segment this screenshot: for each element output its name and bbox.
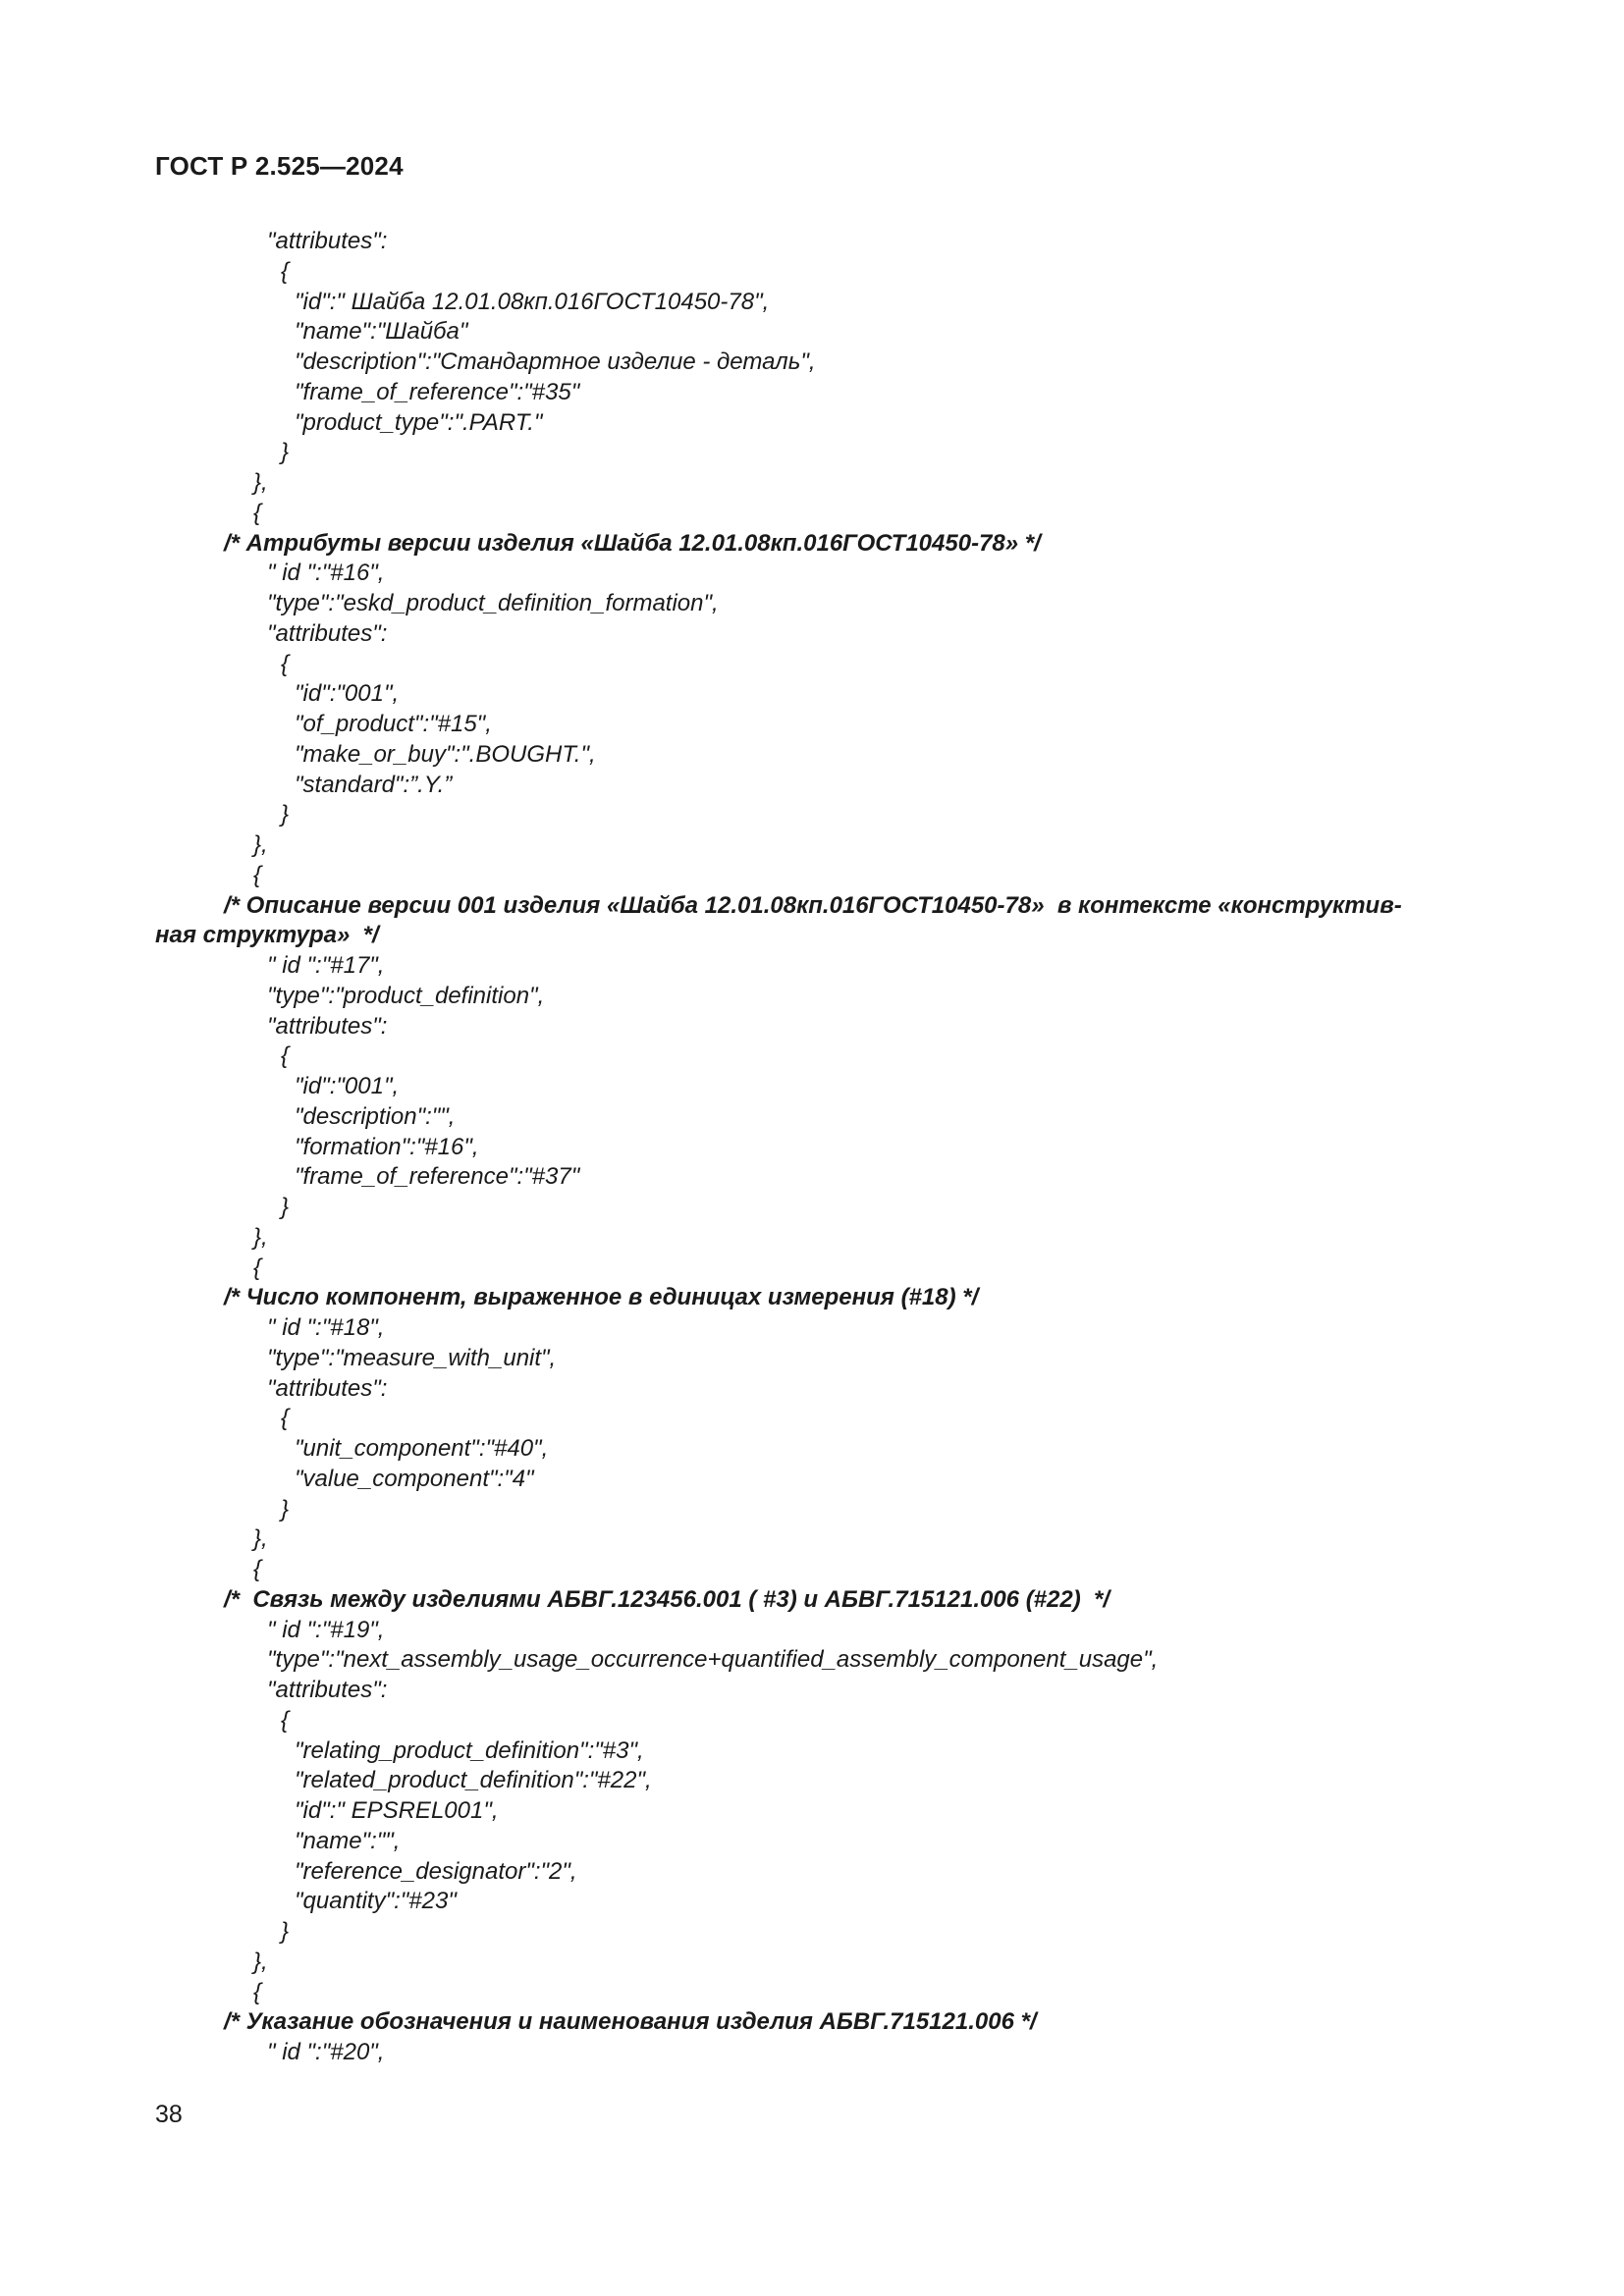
code-line: { (253, 1979, 262, 2005)
code-line: " id ":"#19", (267, 1617, 385, 1643)
code-line: "reference_designator":"2", (295, 1858, 577, 1885)
code-line: { (253, 500, 262, 526)
code-line: { (281, 258, 290, 285)
code-line: } (281, 1918, 290, 1945)
code-line: } (281, 1496, 290, 1522)
code-line: }, (253, 1949, 268, 1975)
code-line: "unit_component":"#40", (295, 1435, 549, 1462)
code-line: { (253, 1556, 262, 1582)
code-line: "name":"Шайба" (295, 318, 468, 345)
code-line: "frame_of_reference":"#35" (295, 379, 580, 405)
page-number: 38 (155, 2101, 183, 2128)
code-line: "type":"measure_with_unit", (267, 1345, 557, 1371)
code-line: } (281, 439, 290, 465)
comment-line: /* Описание версии 001 изделия «Шайба 12.01.08кп.016ГОСТ10450-78» в контексте «конструктив- (224, 892, 1402, 919)
code-line: "name":"", (295, 1828, 401, 1854)
code-line: "product_type":".PART." (295, 409, 543, 436)
code-line: }, (253, 1525, 268, 1552)
code-line: "quantity":"#23" (295, 1888, 457, 1914)
comment-line: /* Указание обозначения и наименования изделия АБВГ.715121.006 */ (224, 2008, 1037, 2035)
code-line: " id ":"#20", (267, 2039, 385, 2065)
code-line: "id":"001", (295, 1073, 400, 1099)
code-line: { (281, 1042, 290, 1069)
code-line: { (253, 862, 262, 888)
code-line: " id ":"#17", (267, 952, 385, 979)
code-line: " id ":"#16", (267, 560, 385, 586)
comment-line: /* Число компонент, выраженное в единицах измерения (#18) */ (224, 1284, 979, 1310)
code-line: } (281, 801, 290, 828)
code-line: }, (253, 831, 268, 858)
code-line: "attributes": (267, 1013, 388, 1040)
code-line: "type":"product_definition", (267, 983, 545, 1009)
code-line: "type":"eskd_product_definition_formation", (267, 590, 719, 616)
code-line: "id":" EPSREL001", (295, 1797, 499, 1824)
code-line: "formation":"#16", (295, 1134, 479, 1160)
code-line: "make_or_buy":".BOUGHT.", (295, 741, 596, 768)
comment-line: /* Атрибуты версии изделия «Шайба 12.01.08кп.016ГОСТ10450-78» */ (224, 530, 1041, 557)
code-line: "attributes": (267, 620, 388, 647)
code-line: "id":" Шайба 12.01.08кп.016ГОСТ10450-78", (295, 289, 770, 315)
code-line: "type":"next_assembly_usage_occurrence+quantified_assembly_component_usage", (267, 1646, 1159, 1673)
code-line: "attributes": (267, 228, 388, 254)
document-header: ГОСТ Р 2.525—2024 (155, 151, 404, 181)
code-line: "standard":”.Y.” (295, 772, 453, 798)
code-line: } (281, 1194, 290, 1220)
code-line: { (281, 1405, 290, 1431)
code-line: "attributes": (267, 1677, 388, 1703)
code-line: "frame_of_reference":"#37" (295, 1163, 580, 1190)
code-line: }, (253, 1224, 268, 1251)
code-line: "of_product":"#15", (295, 711, 492, 737)
code-line: "id":"001", (295, 680, 400, 707)
code-line: }, (253, 469, 268, 496)
code-line: "attributes": (267, 1375, 388, 1402)
code-line: { (281, 651, 290, 677)
code-line: " id ":"#18", (267, 1314, 385, 1341)
comment-line: ная структура» */ (155, 922, 379, 948)
code-line: { (281, 1707, 290, 1734)
code-line: "related_product_definition":"#22", (295, 1767, 652, 1793)
code-line: "relating_product_definition":"#3", (295, 1737, 644, 1764)
code-line: "description":"", (295, 1103, 456, 1130)
comment-line: /* Связь между изделиями АБВГ.123456.001 ( #3) и АБВГ.715121.006 (#22) */ (224, 1586, 1110, 1613)
code-line: "description":"Стандартное изделие - деталь", (295, 348, 816, 375)
code-line: { (253, 1255, 262, 1281)
code-line: "value_component":"4" (295, 1466, 534, 1492)
